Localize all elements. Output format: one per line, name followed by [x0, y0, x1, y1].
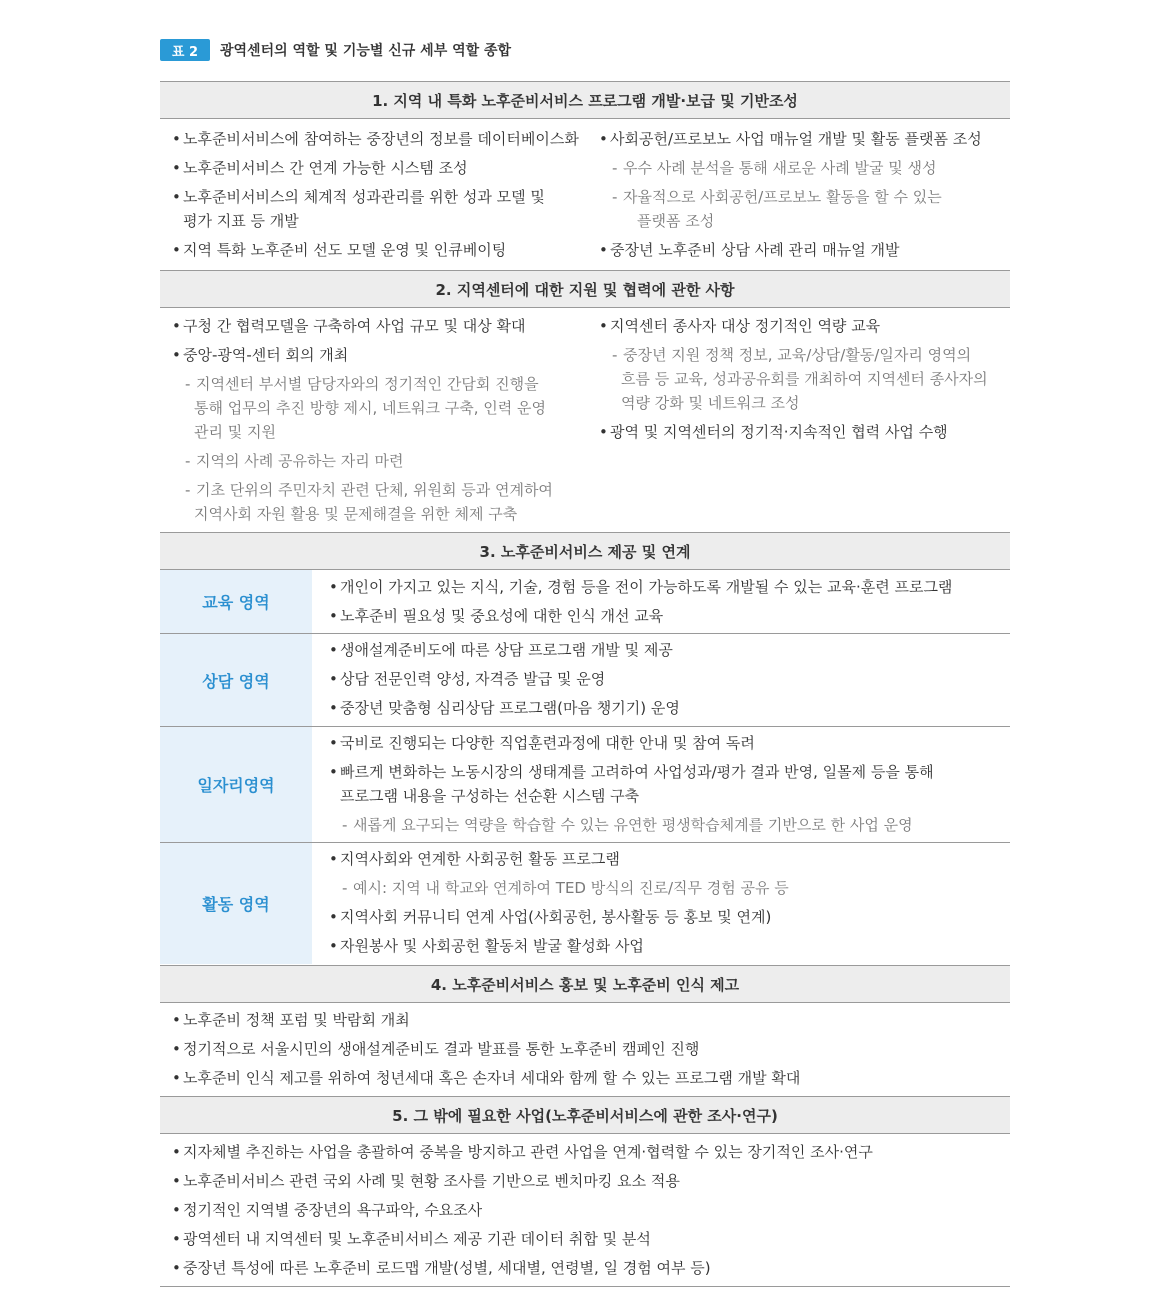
table-title: 광역센터의 역할 및 기능별 신규 세부 역할 종합 [220, 43, 512, 59]
list-item: • 광역 및 지역센터의 정기적·지속적인 협력 사업 수행 [610, 420, 948, 444]
list-item: • 지자체별 추진하는 사업을 총괄하여 중복을 방지하고 관련 사업을 연계·협력할 수 있는 장기적인 조사·연구 [183, 1140, 873, 1164]
sub-list-item: - 우수 사례 분석을 통해 새로운 사례 발굴 및 생성 [623, 156, 936, 180]
list-item: • 상담 전문인력 양성, 자격증 발급 및 운영 [340, 667, 605, 691]
list-item: • 노후준비 필요성 및 중요성에 대한 인식 개선 교육 [340, 604, 663, 628]
list-item: • 개인이 가지고 있는 지식, 기술, 경험 등을 전이 가능하도록 개발될 수 있는 교육·훈련 프로그램 [340, 575, 952, 599]
list-item: • 지역 특화 노후준비 선도 모델 운영 및 인큐베이팅 [183, 238, 506, 262]
list-item: • 중장년 맞춤형 심리상담 프로그램(마음 챙기기) 운영 [340, 696, 680, 720]
sub-list-item: - 지역의 사례 공유하는 자리 마련 [196, 449, 403, 473]
area-label-activity: 활동 영역 [160, 843, 312, 964]
list-item-continuation: 평가 지표 등 개발 [183, 212, 299, 230]
sub-list-item-continuation: 지역사회 자원 활용 및 문제해결을 위한 체제 구축 [194, 505, 518, 523]
list-item: • 생애설계준비도에 따른 상담 프로그램 개발 및 제공 [340, 638, 673, 662]
section-1-header: 1. 지역 내 특화 노후준비서비스 프로그램 개발·보급 및 기반조성 [160, 81, 1010, 119]
list-item-continuation: 프로그램 내용을 구성하는 선순환 시스템 구축 [340, 787, 640, 805]
sub-list-item: - 새롭게 요구되는 역량을 학습할 수 있는 유연한 평생학습체계를 기반으로 한 사업 운영 [353, 813, 913, 837]
sub-list-item: - 자율적으로 사회공헌/프로보노 활동을 할 수 있는 [623, 185, 942, 209]
list-item: • 구청 간 협력모델을 구축하여 사업 규모 및 대상 확대 [183, 314, 525, 338]
section-3-header: 3. 노후준비서비스 제공 및 연계 [160, 532, 1010, 570]
list-item: • 국비로 진행되는 다양한 직업훈련과정에 대한 안내 및 참여 독려 [340, 731, 755, 755]
list-item: • 노후준비 정책 포럼 및 박람회 개최 [183, 1008, 410, 1032]
sub-list-item-continuation: 흐름 등 교육, 성과공유회를 개최하여 지역센터 종사자의 [621, 370, 988, 388]
area-label-education: 교육 영역 [160, 570, 312, 633]
list-item: • 노후준비서비스 간 연계 가능한 시스템 조성 [183, 156, 468, 180]
table-bottom-border [160, 1286, 1010, 1287]
section-5-header: 5. 그 밖에 필요한 사업(노후준비서비스에 관한 조사·연구) [160, 1096, 1010, 1134]
list-item: • 노후준비서비스에 참여하는 중장년의 정보를 데이터베이스화 [183, 127, 579, 151]
list-item: • 지역센터 종사자 대상 정기적인 역량 교육 [610, 314, 880, 338]
list-item: • 정기적으로 서울시민의 생애설계준비도 결과 발표를 통한 노후준비 캠페인 진행 [183, 1037, 699, 1061]
sub-list-item: - 중장년 지원 정책 정보, 교육/상담/활동/일자리 영역의 [623, 343, 971, 367]
list-item: • 노후준비서비스 관련 국외 사례 및 현황 조사를 기반으로 벤치마킹 요소 적용 [183, 1169, 680, 1193]
list-item: • 빠르게 변화하는 노동시장의 생태계를 고려하여 사업성과/평가 결과 반영, 일몰제 등을 통해 [340, 760, 934, 784]
list-item: • 정기적인 지역별 중장년의 욕구파악, 수요조사 [183, 1198, 482, 1222]
sub-list-item-continuation: 통해 업무의 추진 방향 제시, 네트워크 구축, 인력 운영 [194, 399, 546, 417]
section-4-header: 4. 노후준비서비스 홍보 및 노후준비 인식 제고 [160, 965, 1010, 1003]
list-item: • 자원봉사 및 사회공헌 활동처 발굴 활성화 사업 [340, 934, 644, 958]
list-item: • 중장년 특성에 따른 노후준비 로드맵 개발(성별, 세대별, 연령별, 일 경험 여부 등) [183, 1256, 711, 1280]
area-label-counseling: 상담 영역 [160, 634, 312, 726]
list-item: • 광역센터 내 지역센터 및 노후준비서비스 제공 기관 데이터 취합 및 분석 [183, 1227, 651, 1251]
sub-list-item-continuation: 역량 강화 및 네트워크 조성 [621, 394, 800, 412]
section-2-header: 2. 지역센터에 대한 지원 및 협력에 관한 사항 [160, 270, 1010, 308]
sub-list-item: - 지역센터 부서별 담당자와의 정기적인 간담회 진행을 [196, 372, 539, 396]
table-number-badge: 표 2 [160, 39, 210, 61]
sub-list-item: - 기초 단위의 주민자치 관련 단체, 위원회 등과 연계하여 [196, 478, 553, 502]
table-caption [160, 38, 511, 62]
sub-list-item-continuation: 플랫폼 조성 [637, 212, 715, 230]
list-item: • 중앙-광역-센터 회의 개최 [183, 343, 348, 367]
sub-list-item-continuation: 관리 및 지원 [194, 423, 276, 441]
area-label-jobs: 일자리영역 [160, 727, 312, 842]
list-item: • 사회공헌/프로보노 사업 매뉴얼 개발 및 활동 플랫폼 조성 [610, 127, 982, 151]
list-item: • 노후준비 인식 제고를 위하여 청년세대 혹은 손자녀 세대와 함께 할 수 있는 프로그램 개발 확대 [183, 1066, 800, 1090]
sub-list-item: - 예시: 지역 내 학교와 연계하여 TED 방식의 진로/직무 경험 공유 등 [353, 876, 789, 900]
list-item: • 중장년 노후준비 상담 사례 관리 매뉴얼 개발 [610, 238, 899, 262]
list-item: • 지역사회와 연계한 사회공헌 활동 프로그램 [340, 847, 620, 871]
list-item: • 노후준비서비스의 체계적 성과관리를 위한 성과 모델 및 [183, 185, 545, 209]
list-item: • 지역사회 커뮤니티 연계 사업(사회공헌, 봉사활동 등 홍보 및 연계) [340, 905, 771, 929]
